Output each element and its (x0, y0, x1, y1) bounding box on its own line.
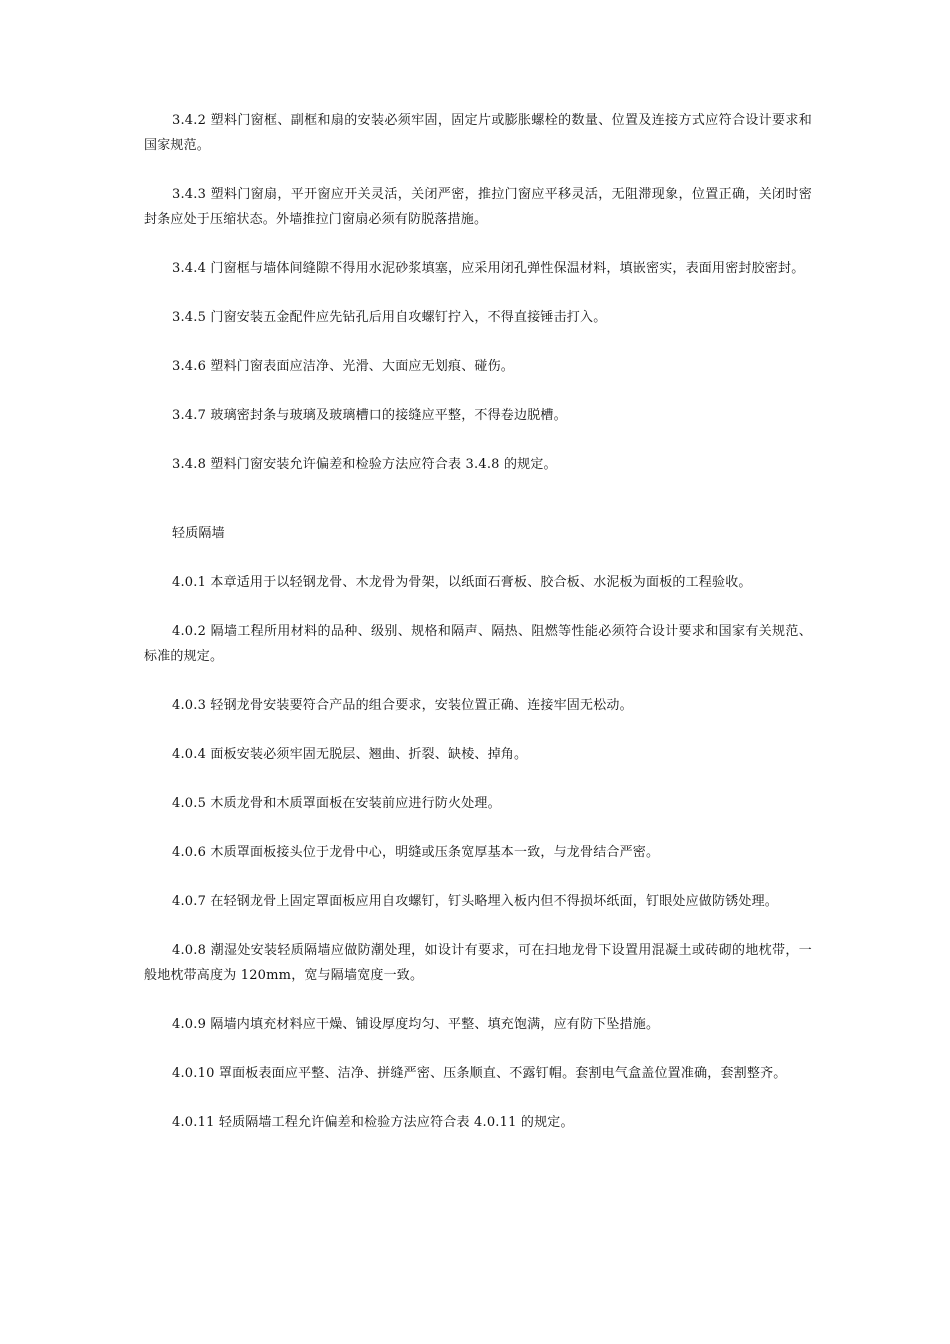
clause-4-0-2: 4.0.2 隔墙工程所用材料的品种、级别、规格和隔声、隔热、阻燃等性能必须符合设计要求和国家有关规范、标准的规定。 (144, 624, 812, 664)
clause-4-0-8: 4.0.8 潮湿处安装轻质隔墙应做防潮处理，如设计有要求，可在扫地龙骨下设置用混凝土或砖砌的地枕带，一般地枕带高度为 120mm，宽与隔墙宽度一致。 (144, 943, 812, 983)
clause-4-0-5: 4.0.5 木质龙骨和木质罩面板在安装前应进行防火处理。 (172, 796, 501, 811)
clause-3-4-4: 3.4.4 门窗框与墙体间缝隙不得用水泥砂浆填塞，应采用闭孔弹性保温材料，填嵌密实，表面用密封胶密封。 (172, 261, 805, 276)
clause-4-0-3: 4.0.3 轻钢龙骨安装要符合产品的组合要求，安装位置正确、连接牢固无松动。 (172, 698, 633, 713)
clause-3-4-2: 3.4.2 塑料门窗框、副框和扇的安装必须牢固，固定片或膨胀螺栓的数量、位置及连接方式应符合设计要求和国家规范。 (144, 113, 812, 153)
clause-3-4-8: 3.4.8 塑料门窗安装允许偏差和检验方法应符合表 3.4.8 的规定。 (172, 457, 557, 472)
clause-4-0-11: 4.0.11 轻质隔墙工程允许偏差和检验方法应符合表 4.0.11 的规定。 (172, 1115, 574, 1130)
section-heading: 轻质隔墙 (172, 526, 225, 541)
clause-4-0-7: 4.0.7 在轻钢龙骨上固定罩面板应用自攻螺钉，钉头略埋入板内但不得损坏纸面，钉眼处应做防锈处理。 (172, 894, 779, 909)
clause-3-4-3: 3.4.3 塑料门窗扇，平开窗应开关灵活，关闭严密，推拉门窗应平移灵活，无阻滞现象，位置正确，关闭时密封条应处于压缩状态。外墙推拉门窗扇必须有防脱落措施。 (144, 187, 812, 227)
clause-4-0-9: 4.0.9 隔墙内填充材料应干燥、铺设厚度均匀、平整、填充饱满，应有防下坠措施。 (172, 1017, 660, 1032)
clause-3-4-6: 3.4.6 塑料门窗表面应洁净、光滑、大面应无划痕、碰伤。 (172, 359, 515, 374)
clause-4-0-6: 4.0.6 木质罩面板接头位于龙骨中心，明缝或压条宽厚基本一致，与龙骨结合严密。 (172, 845, 660, 860)
clause-4-0-4: 4.0.4 面板安装必须牢固无脱层、翘曲、折裂、缺棱、掉角。 (172, 747, 528, 762)
clause-4-0-1: 4.0.1 本章适用于以轻钢龙骨、木龙骨为骨架，以纸面石膏板、胶合板、水泥板为面板的工程验收。 (172, 575, 752, 590)
clause-4-0-10: 4.0.10 罩面板表面应平整、洁净、拼缝严密、压条顺直、不露钉帽。套割电气盒盖位置准确，套割整齐。 (172, 1066, 787, 1081)
clause-3-4-5: 3.4.5 门窗安装五金配件应先钻孔后用自攻螺钉拧入，不得直接锤击打入。 (172, 310, 607, 325)
clause-3-4-7: 3.4.7 玻璃密封条与玻璃及玻璃槽口的接缝应平整，不得卷边脱槽。 (172, 408, 567, 423)
document-page (144, 108, 812, 1159)
